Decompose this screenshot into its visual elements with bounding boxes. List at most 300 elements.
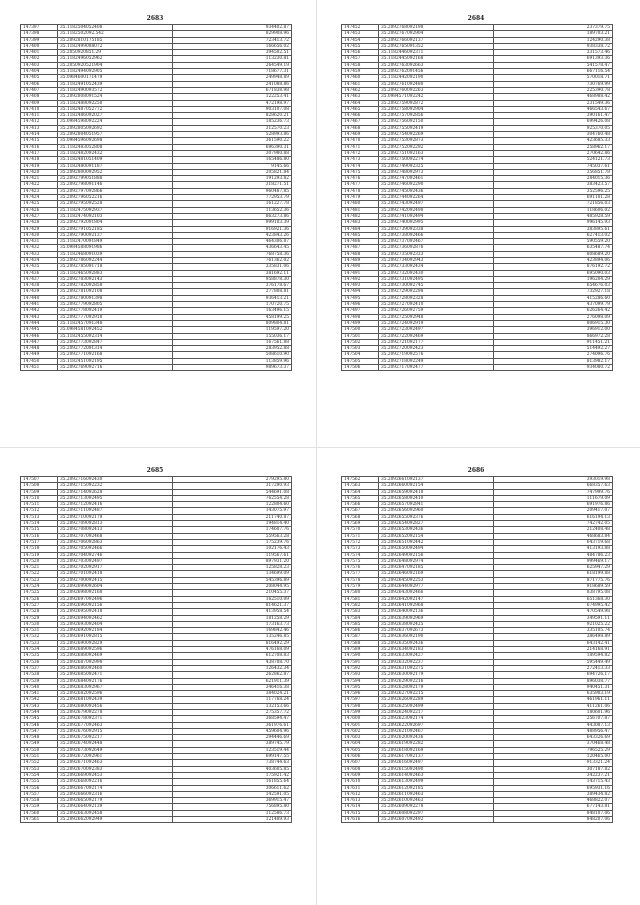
coordinate-y-cell: 544691.08 — [173, 489, 292, 495]
coordinate-x-cell: 35.2092694092462 — [58, 615, 173, 621]
coordinate-y-cell: 283952.88 — [173, 346, 292, 352]
coordinate-x-cell: 35.2092777092918 — [58, 314, 173, 320]
coordinate-y-cell: 958878.30 — [173, 276, 292, 282]
point-id-cell: 147542 — [21, 697, 58, 703]
coordinate-y-cell: 113859.96 — [173, 358, 292, 364]
coordinate-x-cell: 35.2092703092497 — [58, 558, 173, 564]
point-id-cell: 147416 — [21, 144, 58, 150]
coordinate-x-cell: 35.2092613092499 — [379, 779, 494, 785]
point-id-cell: 147405 — [21, 75, 58, 81]
point-id-cell: 147403 — [21, 62, 58, 68]
point-id-cell: 147600 — [342, 716, 379, 722]
point-id-cell: 147480 — [342, 201, 379, 207]
coordinate-y-cell: 612708.83 — [173, 653, 292, 659]
point-id-cell: 147425 — [21, 201, 58, 207]
coordinate-y-cell: 654676.03 — [494, 283, 613, 289]
coordinate-x-cell: 35.2092647092185 — [379, 565, 494, 571]
point-id-cell: 147509 — [21, 489, 58, 495]
point-id-cell: 147407 — [21, 87, 58, 93]
coordinate-x-cell: 35.2092626092289 — [379, 697, 494, 703]
coordinate-y-cell: 369915.47 — [173, 798, 292, 804]
coordinate-y-cell: 368594.47 — [173, 716, 292, 722]
point-id-cell: 147558 — [21, 798, 58, 804]
coordinate-y-cell: 643719.68 — [494, 539, 613, 545]
coordinate-x-cell: 35.2092665092179 — [58, 798, 173, 804]
coordinate-y-cell: 691101.28 — [494, 195, 613, 201]
point-id-cell: 147579 — [342, 584, 379, 590]
point-id-cell: 147397 — [21, 25, 58, 31]
point-id-cell: 147526 — [21, 596, 58, 602]
point-id-cell: 147561 — [21, 817, 58, 823]
point-id-cell: 147411 — [21, 113, 58, 119]
point-id-cell: 147483 — [342, 220, 379, 226]
coordinate-x-cell: 35.2092804051957 — [58, 132, 173, 138]
point-id-cell: 147417 — [21, 150, 58, 156]
coordinate-y-cell: 848107.06 — [494, 810, 613, 816]
coordinate-y-cell: 541578.47 — [494, 62, 613, 68]
coordinate-y-cell: 169842.46 — [173, 628, 292, 634]
coordinate-y-cell: 119567.61 — [173, 552, 292, 558]
coordinate-x-cell: 35.2092792091804 — [58, 220, 173, 226]
coordinate-y-cell: 808689.20 — [494, 251, 613, 257]
point-id-cell: 147500 — [342, 327, 379, 333]
point-id-cell: 147440 — [21, 295, 58, 301]
coordinate-y-cell: 181258.29 — [173, 615, 292, 621]
coordinate-x-cell: 35.2092625092499 — [379, 703, 494, 709]
coordinate-y-cell: 249948.89 — [173, 75, 292, 81]
point-id-cell: 147493 — [342, 283, 379, 289]
coordinate-x-cell: 35.2092739092338 — [379, 226, 494, 232]
coordinate-x-cell: 35.2092674092448 — [58, 741, 173, 747]
coordinate-x-cell: 35.2092680092456 — [58, 703, 173, 709]
coordinate-y-cell: 936413.21 — [173, 295, 292, 301]
coordinate-y-cell: 896038.77 — [494, 678, 613, 684]
coordinate-x-cell: 35.2092616092497 — [379, 760, 494, 766]
point-id-cell: 147535 — [21, 653, 58, 659]
coordinate-x-cell: 35.2092733092434 — [379, 264, 494, 270]
coordinate-y-cell: 180601.96 — [494, 709, 613, 715]
point-id-cell: 147438 — [21, 283, 58, 289]
coordinate-y-cell: 185236.73 — [173, 119, 292, 125]
coordinate-x-cell: 35.2092796052216 — [58, 195, 173, 201]
point-id-cell: 147584 — [342, 615, 379, 621]
point-id-cell: 147543 — [21, 703, 58, 709]
coordinate-x-cell: 35.2092656092960 — [379, 508, 494, 514]
coordinate-x-cell: 35.2092699092604 — [58, 584, 173, 590]
coordinate-x-cell: 35.2092737092467 — [379, 239, 494, 245]
coordinate-y-cell: 352596.25 — [494, 188, 613, 194]
point-id-cell: 147537 — [21, 665, 58, 671]
coordinate-x-cell: 35.2092697092496 — [58, 596, 173, 602]
coordinate-x-cell: 35.2092641092968 — [379, 602, 494, 608]
coordinate-table — [20, 476, 292, 823]
coordinate-x-cell: 35.2092810175185 — [58, 37, 173, 43]
coordinate-y-cell: 723413.72 — [173, 37, 292, 43]
coordinate-x-cell: 35.2092628092179 — [379, 684, 494, 690]
point-id-cell: 147410 — [21, 106, 58, 112]
coordinate-x-cell: 35.0984598092224 — [58, 119, 173, 125]
coordinate-y-cell: 745037.61 — [494, 163, 613, 169]
point-id-cell: 147424 — [21, 195, 58, 201]
coordinate-y-cell: 393019.98 — [494, 477, 613, 483]
coordinate-y-cell: 897931.20 — [173, 558, 292, 564]
coordinate-y-cell: 413958.54 — [173, 609, 292, 615]
coordinate-x-cell: 35.2092779092805 — [58, 302, 173, 308]
point-id-cell: 147400 — [21, 43, 58, 49]
point-id-cell: 147427 — [21, 213, 58, 219]
coordinate-x-cell: 35.2092631092275 — [379, 665, 494, 671]
point-id-cell: 147562 — [342, 477, 379, 483]
coordinate-y-cell: 595449.49 — [494, 659, 613, 665]
point-id-cell: 147398 — [21, 31, 58, 37]
point-id-cell: 147482 — [342, 213, 379, 219]
point-id-cell: 147418 — [21, 157, 58, 163]
coordinate-x-cell: 35.2092608092297 — [379, 810, 494, 816]
point-id-cell: 147573 — [342, 546, 379, 552]
coordinate-x-cell: 35.2092778092419 — [58, 308, 173, 314]
coordinate-x-cell: 35.2092760092263 — [379, 87, 494, 93]
coordinate-y-cell: 120465.00 — [494, 754, 613, 760]
point-id-cell: 147413 — [21, 125, 58, 131]
point-id-cell: 147586 — [342, 628, 379, 634]
coordinate-x-cell: 35.1182468091039 — [58, 251, 173, 257]
coordinate-y-cell: 677143.81 — [494, 804, 613, 810]
point-id-cell: 147490 — [342, 264, 379, 270]
coordinate-y-cell: 307187.82 — [494, 766, 613, 772]
coordinate-y-cell: 102176.43 — [173, 546, 292, 552]
coordinate-y-cell: 279295.80 — [173, 477, 292, 483]
coordinate-y-cell: 225390.78 — [494, 87, 613, 93]
point-id-cell: 147536 — [21, 659, 58, 665]
coordinate-y-cell: 264549.19 — [173, 62, 292, 68]
coordinate-x-cell: 35.2092712092416 — [58, 502, 173, 508]
coordinate-y-cell: 938338.72 — [494, 43, 613, 49]
coordinate-x-cell: 35.2092683092967 — [58, 684, 173, 690]
point-id-cell: 147421 — [21, 176, 58, 182]
point-id-cell: 147575 — [342, 558, 379, 564]
point-id-cell: 147524 — [21, 584, 58, 590]
point-id-cell: 147572 — [342, 539, 379, 545]
coordinate-y-cell: 742742.05 — [494, 521, 613, 527]
coordinate-x-cell: 35.1182502092.542 — [58, 31, 173, 37]
coordinate-y-cell: 394502.51 — [173, 50, 292, 56]
coordinate-x-cell: 35.1182474092103 — [58, 213, 173, 219]
point-id-cell: 147608 — [342, 766, 379, 772]
coordinate-y-cell: 651368.30 — [494, 596, 613, 602]
point-id-cell: 147547 — [21, 728, 58, 734]
coordinate-x-cell: 35.2092727092410 — [379, 302, 494, 308]
point-id-cell: 147615 — [342, 810, 379, 816]
coordinate-y-cell: 996145.93 — [494, 220, 613, 226]
coordinate-x-cell: 35.2092609092278 — [379, 804, 494, 810]
coordinate-y-cell: 161855.64 — [173, 779, 292, 785]
coordinate-x-cell: 35.2092798091146 — [58, 182, 173, 188]
coordinate-y-cell: 383423.57 — [494, 182, 613, 188]
coordinate-x-cell: 35.2092745092436 — [379, 188, 494, 194]
coordinate-x-cell: 35.2092738092466 — [379, 232, 494, 238]
coordinate-y-cell: 307980.88 — [173, 150, 292, 156]
coordinate-x-cell: 35.2092660092154 — [379, 483, 494, 489]
point-id-cell: 147481 — [342, 207, 379, 213]
coordinate-x-cell: 35.1182490093572 — [58, 87, 173, 93]
coordinate-y-cell: 436643.45 — [173, 245, 292, 251]
point-id-cell: 147499 — [342, 320, 379, 326]
coordinate-y-cell: 335105.74 — [494, 628, 613, 634]
coordinate-x-cell: 35.0984588091986 — [58, 245, 173, 251]
coordinate-x-cell: 35.2092671092463 — [58, 760, 173, 766]
coordinate-y-cell: 383895.61 — [494, 226, 613, 232]
point-id-cell: 147517 — [21, 539, 58, 545]
coordinate-x-cell: 35.2092735092333 — [379, 251, 494, 257]
point-id-cell: 147603 — [342, 735, 379, 741]
coordinate-y-cell: 191293.82 — [173, 176, 292, 182]
coordinate-y-cell: 237379.75 — [494, 25, 613, 31]
coordinate-x-cell: 35.2092731092495 — [379, 276, 494, 282]
coordinate-x-cell: 35.2092769092716 — [58, 365, 173, 371]
point-id-cell: 147601 — [342, 722, 379, 728]
coordinate-x-cell: 35.2092698092168 — [58, 590, 173, 596]
point-id-cell: 147515 — [21, 527, 58, 533]
coordinate-x-cell: 35.2092645092253 — [379, 577, 494, 583]
coordinate-x-cell: 35.2092763092663 — [379, 62, 494, 68]
point-id-cell: 147423 — [21, 188, 58, 194]
point-id-cell: 147487 — [342, 245, 379, 251]
coordinate-y-cell: 166656.02 — [173, 43, 292, 49]
coordinate-y-cell: 488956.47 — [494, 728, 613, 734]
point-id-cell: 147422 — [21, 182, 58, 188]
coordinate-x-cell: 35.2092749092325 — [379, 163, 494, 169]
coordinate-x-cell: 35.1182482092432 — [58, 150, 173, 156]
coordinate-y-cell: 210455.37 — [173, 590, 292, 596]
coordinate-x-cell: 35.1182465092883 — [58, 270, 173, 276]
coordinate-y-cell: 934402.87 — [173, 25, 292, 31]
coordinate-y-cell: 390161.47 — [494, 113, 613, 119]
point-id-cell: 147454 — [342, 37, 379, 43]
coordinate-y-cell: 231549.36 — [494, 100, 613, 106]
page-title: 2683 — [146, 15, 164, 22]
coordinate-y-cell: 699426.08 — [494, 119, 613, 125]
point-id-cell: 147432 — [21, 245, 58, 251]
coordinate-y-cell: 747999.76 — [494, 489, 613, 495]
point-id-cell: 147611 — [342, 785, 379, 791]
point-id-cell: 147563 — [342, 483, 379, 489]
point-id-cell: 147469 — [342, 132, 379, 138]
coordinate-x-cell: 35.2092661092137 — [379, 477, 494, 483]
coordinate-x-cell: 35.2092732092430 — [379, 270, 494, 276]
point-id-cell: 147530 — [21, 621, 58, 627]
point-id-cell: 147569 — [342, 521, 379, 527]
coordinate-x-cell: 35.2092758092904 — [379, 106, 494, 112]
coordinate-y-cell: 284015.36 — [494, 176, 613, 182]
point-id-cell: 147465 — [342, 106, 379, 112]
coordinate-x-cell: 35.2092672092961 — [58, 754, 173, 760]
point-id-cell: 147444 — [21, 320, 58, 326]
coordinate-y-cell: 126432.34 — [173, 665, 292, 671]
coordinate-y-cell: 468988.42 — [494, 94, 613, 100]
coordinate-y-cell: 113230.81 — [173, 56, 292, 62]
coordinate-y-cell: 667116.54 — [494, 69, 613, 75]
coordinate-y-cell: 721856.03 — [494, 201, 613, 207]
point-id-cell: 147505 — [342, 358, 379, 364]
coordinate-x-cell: 35.2092669092453 — [58, 772, 173, 778]
coordinate-x-cell: 35.2092659092418 — [379, 489, 494, 495]
coordinate-y-cell: 437099.79 — [494, 302, 613, 308]
coordinate-x-cell: 35.2092704092746 — [58, 552, 173, 558]
coordinate-y-cell: 209417.07 — [494, 508, 613, 514]
coordinate-x-cell: 35.2092800092952 — [58, 169, 173, 175]
coordinate-x-cell: 35.2092757092856 — [379, 113, 494, 119]
coordinate-y-cell: 162510.09 — [173, 596, 292, 602]
coordinate-y-cell: 423894.06 — [494, 257, 613, 263]
point-id-cell: 147571 — [342, 533, 379, 539]
point-id-cell: 147594 — [342, 678, 379, 684]
point-id-cell: 147568 — [342, 514, 379, 520]
coordinate-x-cell: 35.2092619092282 — [379, 741, 494, 747]
coordinate-y-cell: 386498.89 — [494, 634, 613, 640]
point-id-cell: 147540 — [21, 684, 58, 690]
point-id-cell: 147539 — [21, 678, 58, 684]
point-id-cell: 147506 — [342, 365, 379, 371]
coordinate-x-cell: 35.1182488092250 — [58, 100, 173, 106]
point-id-cell: 147604 — [342, 741, 379, 747]
coordinate-x-cell: 35.1182480091187 — [58, 163, 173, 169]
point-id-cell: 147452 — [342, 25, 379, 31]
point-id-cell: 147614 — [342, 804, 379, 810]
coordinate-x-cell: 35.2092649092156 — [379, 552, 494, 558]
coordinate-y-cell: 214168.91 — [494, 647, 613, 653]
point-id-cell: 147544 — [21, 709, 58, 715]
coordinate-y-cell: 903107.08 — [173, 106, 292, 112]
point-id-cell: 147412 — [21, 119, 58, 125]
coordinate-x-cell: 35.2092684092176 — [58, 678, 173, 684]
point-id-cell: 147497 — [342, 308, 379, 314]
coordinate-x-cell: 35.2092759092872 — [379, 100, 494, 106]
coordinate-y-cell: 119597.20 — [173, 327, 292, 333]
coordinate-y-cell: 304760.48 — [494, 132, 613, 138]
coordinate-x-cell: 35.2092633092427 — [379, 653, 494, 659]
coordinate-y-cell: 913321.24 — [494, 760, 613, 766]
coordinate-x-cell: 35.2092795092528 — [58, 201, 173, 207]
point-id-cell: 147468 — [342, 125, 379, 131]
coordinate-y-cell: 272413.33 — [494, 665, 613, 671]
point-id-cell: 147414 — [21, 132, 58, 138]
coordinate-x-cell: 35.2092630092179 — [379, 672, 494, 678]
point-id-cell: 147479 — [342, 195, 379, 201]
coordinate-x-cell: 35.2092744092264 — [379, 195, 494, 201]
coordinate-y-cell: 528993.86 — [173, 132, 292, 138]
point-id-cell: 147574 — [342, 552, 379, 558]
coordinate-x-cell: 35.2092762091456 — [379, 69, 494, 75]
point-id-cell: 147466 — [342, 113, 379, 119]
coordinate-y-cell: 768758.36 — [173, 251, 292, 257]
coordinate-x-cell: 35.2092653092436 — [379, 527, 494, 533]
coordinate-x-cell: 35.2092685092471 — [58, 672, 173, 678]
coordinate-x-cell: 35.2092673092649 — [58, 747, 173, 753]
table-row — [342, 817, 613, 823]
coordinate-y-cell: 635903.19 — [494, 691, 613, 697]
coordinate-y-cell: 256707.87 — [494, 716, 613, 722]
coordinate-y-cell: 384024.21 — [173, 691, 292, 697]
point-id-cell: 147475 — [342, 169, 379, 175]
point-id-cell: 147406 — [21, 81, 58, 87]
point-id-cell: 147495 — [342, 295, 379, 301]
document-page — [321, 452, 631, 895]
coordinate-x-cell: 35.1182496052962 — [58, 56, 173, 62]
coordinate-y-cell: 468683.84 — [494, 533, 613, 539]
coordinate-y-cell: 294446.69 — [173, 735, 292, 741]
point-id-cell: 147457 — [342, 56, 379, 62]
coordinate-y-cell: 381692.11 — [173, 270, 292, 276]
coordinate-x-cell: 35.2092724092919 — [379, 320, 494, 326]
coordinate-x-cell: 35.2092755092419 — [379, 125, 494, 131]
point-id-cell: 147512 — [21, 508, 58, 514]
point-id-cell: 147570 — [342, 527, 379, 533]
coordinate-y-cell: 112586.73 — [173, 810, 292, 816]
coordinate-x-cell: 35.2092786092244 — [58, 257, 173, 263]
coordinate-x-cell: 35.0984581092452 — [58, 327, 173, 333]
coordinate-x-cell: 35.2092767092904 — [379, 31, 494, 37]
coordinate-x-cell: 35.2092640092136 — [379, 609, 494, 615]
point-id-cell: 147443 — [21, 314, 58, 320]
coordinate-x-cell: 35.2092667092174 — [58, 785, 173, 791]
coordinate-x-cell: 35.2092651092442 — [379, 539, 494, 545]
point-id-cell: 147567 — [342, 508, 379, 514]
coordinate-x-cell: 35.2092692092184 — [58, 628, 173, 634]
point-id-cell: 147488 — [342, 251, 379, 257]
coordinate-y-cell: 476168.09 — [173, 647, 292, 653]
coordinate-x-cell: 35.2092723092497 — [379, 327, 494, 333]
coordinate-x-cell: 35.2092751092163 — [379, 150, 494, 156]
coordinate-x-cell: 35.1182491052439 — [58, 81, 173, 87]
point-id-cell: 147498 — [342, 314, 379, 320]
coordinate-y-cell: 695090.03 — [494, 270, 613, 276]
coordinate-x-cell: 35.2092719092576 — [379, 352, 494, 358]
point-id-cell: 147599 — [342, 709, 379, 715]
coordinate-y-cell: 918689.59 — [494, 584, 613, 590]
coordinate-y-cell: 545396.89 — [173, 577, 292, 583]
coordinate-y-cell: 459604.96 — [173, 728, 292, 734]
coordinate-y-cell: 163496.15 — [173, 308, 292, 314]
point-id-cell: 147476 — [342, 176, 379, 182]
coordinate-x-cell: 35.2092636092190 — [379, 634, 494, 640]
point-id-cell: 147447 — [21, 339, 58, 345]
point-id-cell: 147408 — [21, 94, 58, 100]
point-id-cell: 147502 — [342, 339, 379, 345]
point-id-cell: 147589 — [342, 647, 379, 653]
coordinate-x-cell: 35.2092768092198 — [379, 25, 494, 31]
point-id-cell: 147458 — [342, 62, 379, 68]
coordinate-x-cell: 35.2092648092974 — [379, 558, 494, 564]
point-id-cell: 147477 — [342, 182, 379, 188]
coordinate-x-cell: 35.2092707092468 — [58, 533, 173, 539]
coordinate-y-cell: 590559.20 — [494, 239, 613, 245]
coordinate-y-cell: 167561.88 — [173, 339, 292, 345]
point-id-cell: 147464 — [342, 100, 379, 106]
coordinate-y-cell: 508610.90 — [173, 352, 292, 358]
coordinate-x-cell: 35.2092637092673 — [379, 628, 494, 634]
coordinate-y-cell: 438708.70 — [173, 659, 292, 665]
point-id-cell: 147450 — [21, 358, 58, 364]
coordinate-x-cell: 35.2092678092371 — [58, 716, 173, 722]
point-id-cell: 147409 — [21, 100, 58, 106]
coordinate-x-cell: 35.2092682092596 — [58, 691, 173, 697]
point-id-cell: 147554 — [21, 772, 58, 778]
coordinate-y-cell: 208044.95 — [173, 584, 292, 590]
point-id-cell: 147529 — [21, 615, 58, 621]
point-id-cell: 147486 — [342, 239, 379, 245]
point-id-cell: 147521 — [21, 565, 58, 571]
point-id-cell: 147455 — [342, 43, 379, 49]
